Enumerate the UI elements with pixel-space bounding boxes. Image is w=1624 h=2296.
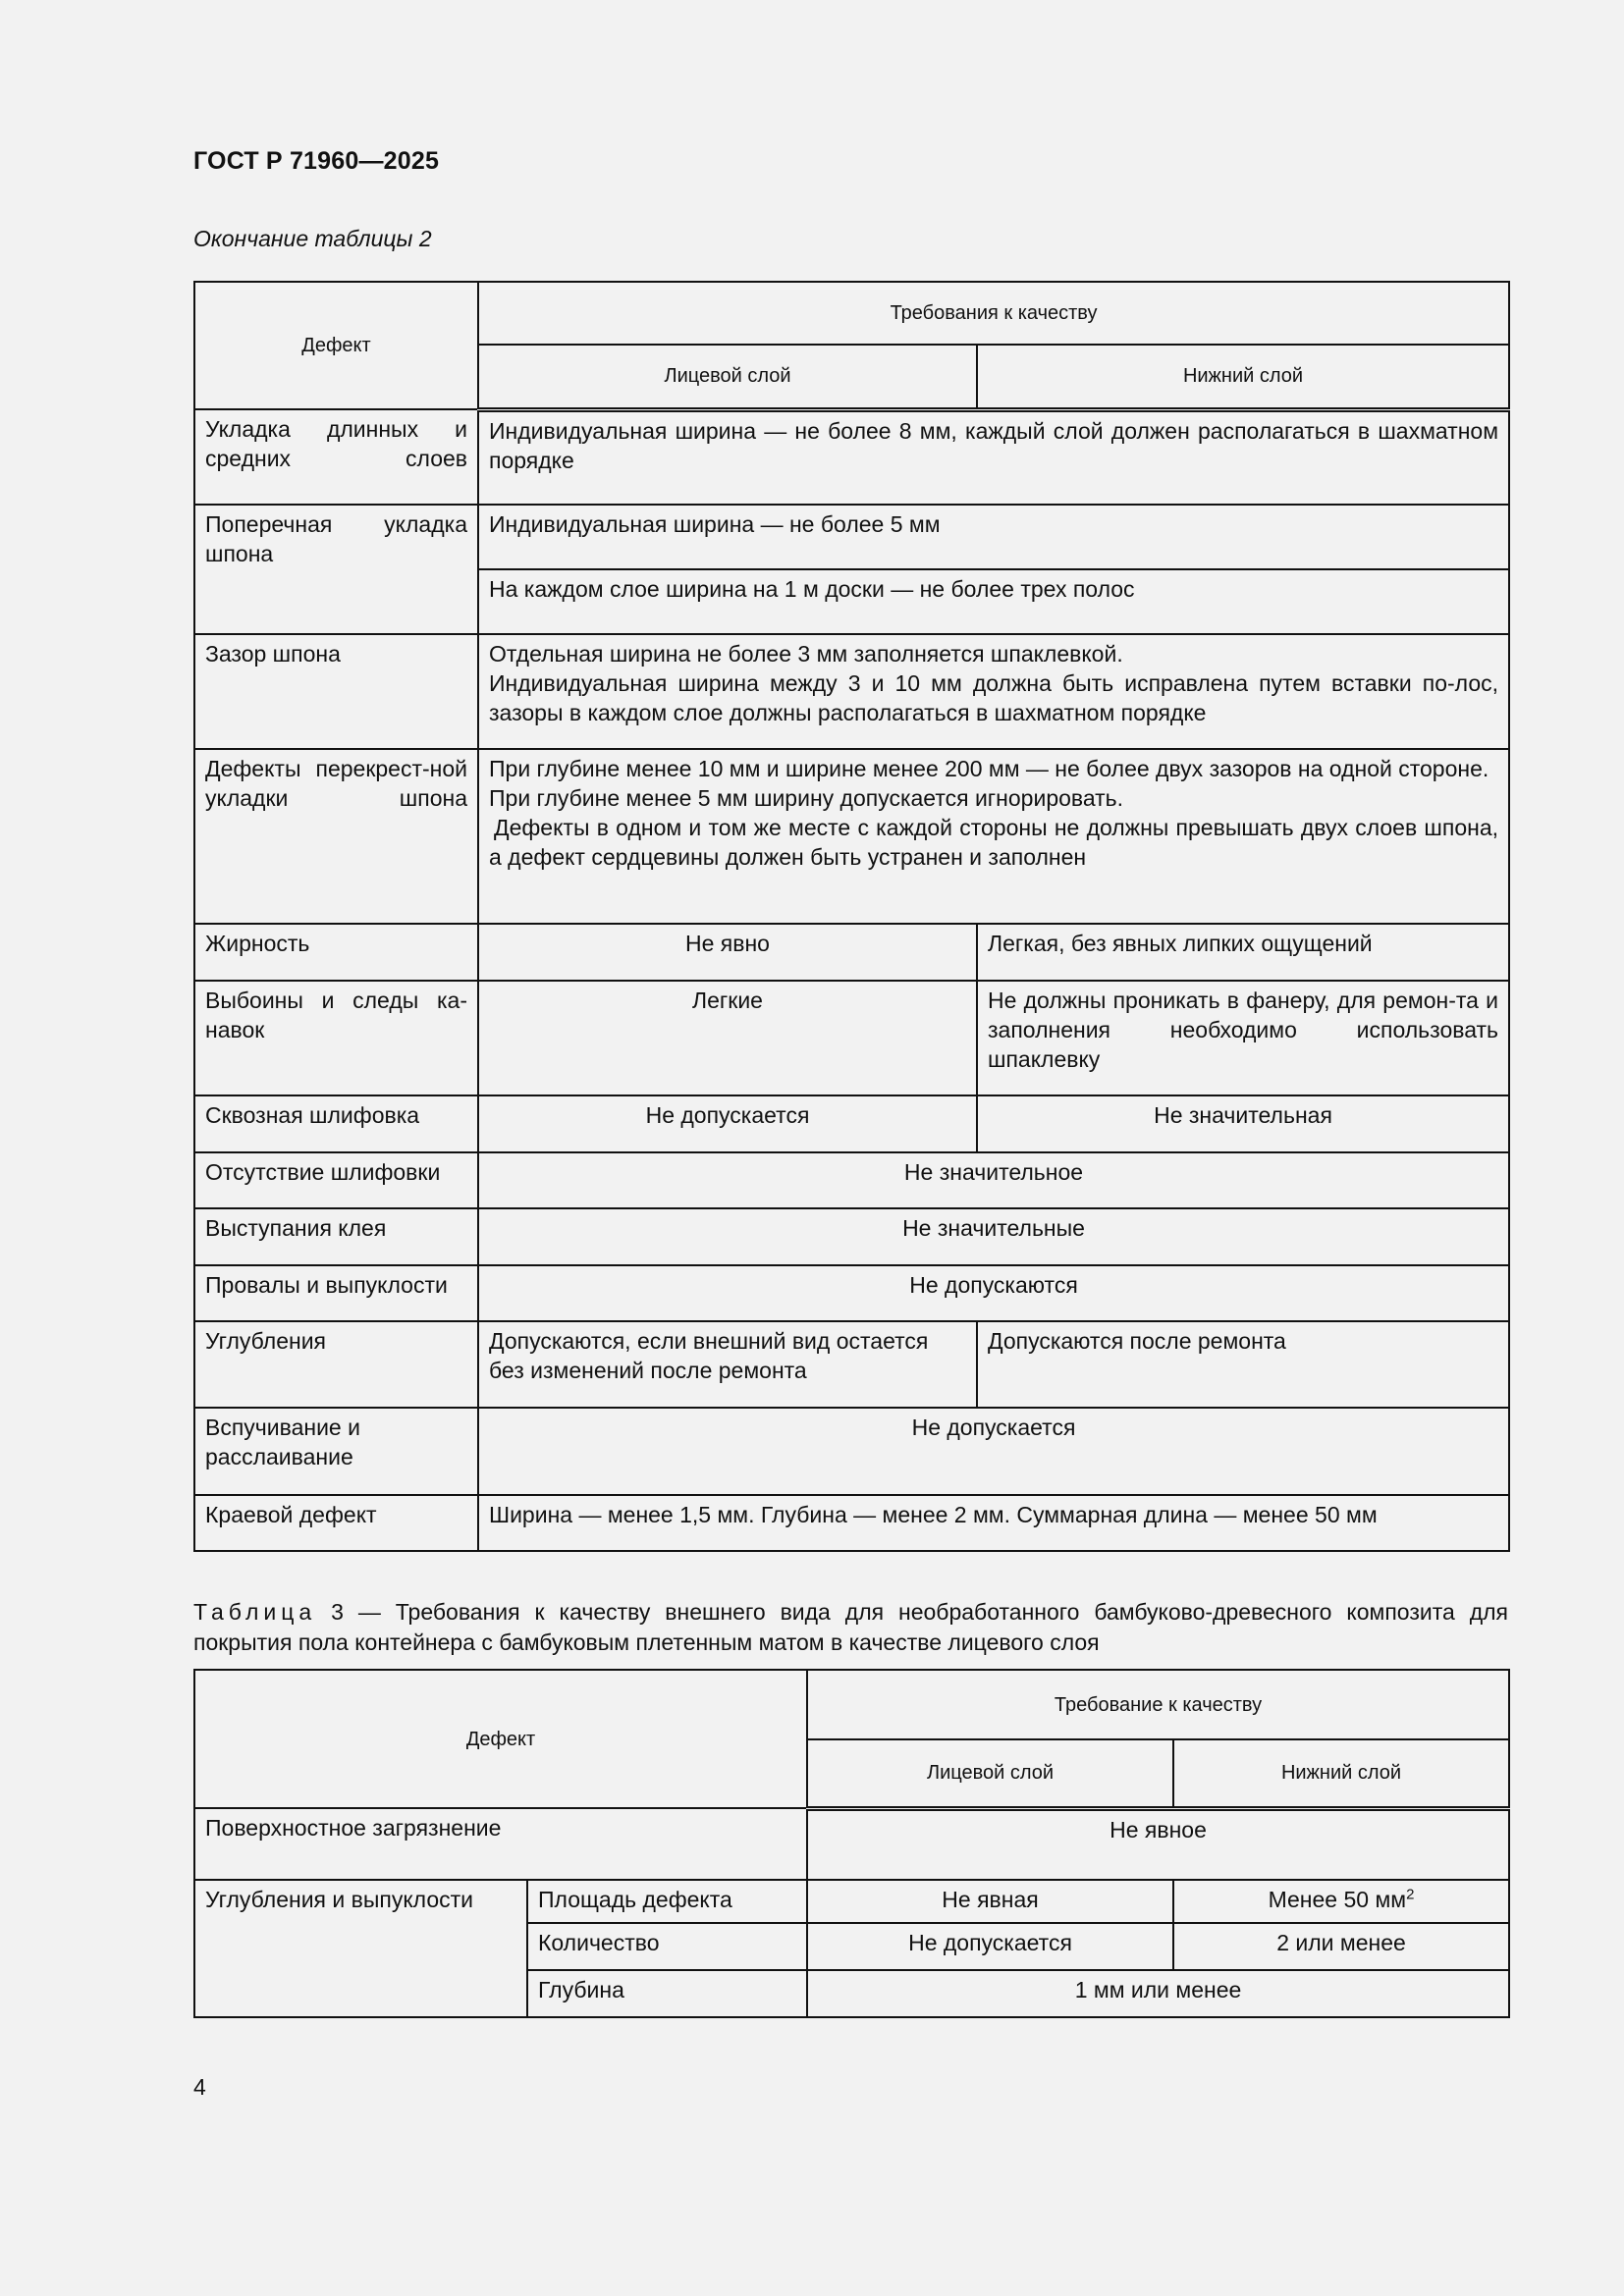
- row-value: [478, 634, 1509, 749]
- row-face-value: Допускаются, если внешний вид остается без изменений после ремонта: [478, 1321, 977, 1408]
- row-defect: Выступания клея: [194, 1208, 478, 1265]
- page-number: 4: [193, 2074, 206, 2100]
- row-defect: Дефекты перекрест-ной укладки шпона: [194, 749, 478, 924]
- row-value-line: При глубине менее 5 мм ширину допускается игнорировать.: [489, 785, 1124, 811]
- row-face-value: Не допускается: [807, 1923, 1173, 1970]
- table-row: [194, 1095, 1509, 1152]
- row-face-value: Не допускается: [478, 1095, 977, 1152]
- table-row: [194, 981, 1509, 1095]
- row-value: Ширина — менее 1,5 мм. Глубина — менее 2 мм. Суммарная длина — менее 50 мм: [478, 1495, 1509, 1551]
- superscript-exponent: 2: [1406, 1886, 1415, 1903]
- row-value: Индивидуальная ширина — не более 8 мм, каждый слой должен располагаться в шахматном порядке: [478, 409, 1509, 505]
- table-row: [194, 1265, 1509, 1321]
- row-value: Не явное: [807, 1808, 1509, 1880]
- table-row: [194, 634, 1509, 749]
- table-row: [194, 1321, 1509, 1408]
- table-row: [194, 749, 1509, 924]
- row-defect: Укладка длинных и средних слоев: [194, 409, 478, 505]
- table3-caption-label: Таблица: [193, 1599, 317, 1625]
- header-face-layer: Лицевой слой: [478, 345, 977, 409]
- row-defect: Углубления: [194, 1321, 478, 1408]
- row-value-line: Индивидуальная ширина между 3 и 10 мм должна быть исправлена путем вставки по-лос, зазоры в каждом слое должны располагаться в шахматном порядке: [489, 670, 1499, 725]
- row-bottom-value: Допускаются после ремонта: [977, 1321, 1509, 1408]
- row-value: Не значительное: [478, 1152, 1509, 1208]
- table-row: [194, 1495, 1509, 1551]
- row-bottom-value: 2 или менее: [1173, 1923, 1509, 1970]
- row-bottom-value: [1173, 1880, 1509, 1923]
- row-bottom-value-text: Менее 50 мм: [1268, 1887, 1407, 1912]
- row-bottom-value: Не должны проникать в фанеру, для ремон-та и заполнения необходимо использовать шпаклевку: [977, 981, 1509, 1095]
- row-parameter: Площадь дефекта: [527, 1880, 807, 1923]
- row-defect: Краевой дефект: [194, 1495, 478, 1551]
- row-value-line: При глубине менее 10 мм и ширине менее 200 мм — не более двух зазоров на одной стороне.: [489, 756, 1489, 781]
- row-defect: Углубления и выпуклости: [194, 1880, 527, 2017]
- row-bottom-value: Не значительная: [977, 1095, 1509, 1152]
- table3-caption-text: 3 — Требования к качеству внешнего вида для необработанного бамбуково-древесного композита для покрытия пола контейнера с бамбуковым плетенным матом в качестве лицевого слоя: [193, 1599, 1508, 1655]
- table3-caption: [193, 1597, 1508, 1658]
- row-face-value: Легкие: [478, 981, 977, 1095]
- row-value-line: Отдельная ширина не более 3 мм заполняется шпаклевкой.: [489, 641, 1123, 667]
- table-row: [194, 409, 1509, 505]
- header-requirements: Требование к качеству: [807, 1670, 1509, 1739]
- row-face-value: Не явно: [478, 924, 977, 981]
- header-bottom-layer: Нижний слой: [977, 345, 1509, 409]
- row-defect: Вспучивание и расслаивание: [194, 1408, 478, 1495]
- table-row: [194, 505, 1509, 569]
- header-face-layer: Лицевой слой: [807, 1739, 1173, 1808]
- row-value: [478, 749, 1509, 924]
- row-defect: Отсутствие шлифовки: [194, 1152, 478, 1208]
- row-value: На каждом слое ширина на 1 м доски — не более трех полос: [478, 569, 1509, 634]
- row-defect: Сквозная шлифовка: [194, 1095, 478, 1152]
- table-3: [193, 1669, 1510, 2018]
- row-value: Не значительные: [478, 1208, 1509, 1265]
- row-defect: Зазор шпона: [194, 634, 478, 749]
- row-defect: Поперечная укладка шпона: [194, 505, 478, 634]
- row-face-value: Не явная: [807, 1880, 1173, 1923]
- row-value-line: Дефекты в одном и том же месте с каждой стороны не должны превышать двух слоев шпона, а дефект сердцевины должен быть устранен и заполнен: [489, 815, 1499, 870]
- row-parameter: Глубина: [527, 1970, 807, 2017]
- row-bottom-value: Легкая, без явных липких ощущений: [977, 924, 1509, 981]
- row-value: Индивидуальная ширина — не более 5 мм: [478, 505, 1509, 569]
- row-value: Не допускается: [478, 1408, 1509, 1495]
- table-2: [193, 281, 1510, 1552]
- table-row: [194, 1808, 1509, 1880]
- document-header: ГОСТ Р 71960—2025: [193, 147, 440, 175]
- row-defect: Выбоины и следы ка-навок: [194, 981, 478, 1095]
- table-row: [194, 1208, 1509, 1265]
- table-row: [194, 924, 1509, 981]
- table-row: [194, 1152, 1509, 1208]
- header-bottom-layer: Нижний слой: [1173, 1739, 1509, 1808]
- table-row: [194, 1408, 1509, 1495]
- header-defect: Дефект: [194, 282, 478, 409]
- row-defect: Провалы и выпуклости: [194, 1265, 478, 1321]
- row-value: 1 мм или менее: [807, 1970, 1509, 2017]
- row-value: Не допускаются: [478, 1265, 1509, 1321]
- header-requirements: Требования к качеству: [478, 282, 1509, 345]
- row-parameter: Количество: [527, 1923, 807, 1970]
- table2-continuation-caption: Окончание таблицы 2: [193, 226, 432, 251]
- row-defect: Жирность: [194, 924, 478, 981]
- row-defect: Поверхностное загрязнение: [194, 1808, 807, 1880]
- table-row: [194, 1880, 1509, 1923]
- header-defect: Дефект: [194, 1670, 807, 1808]
